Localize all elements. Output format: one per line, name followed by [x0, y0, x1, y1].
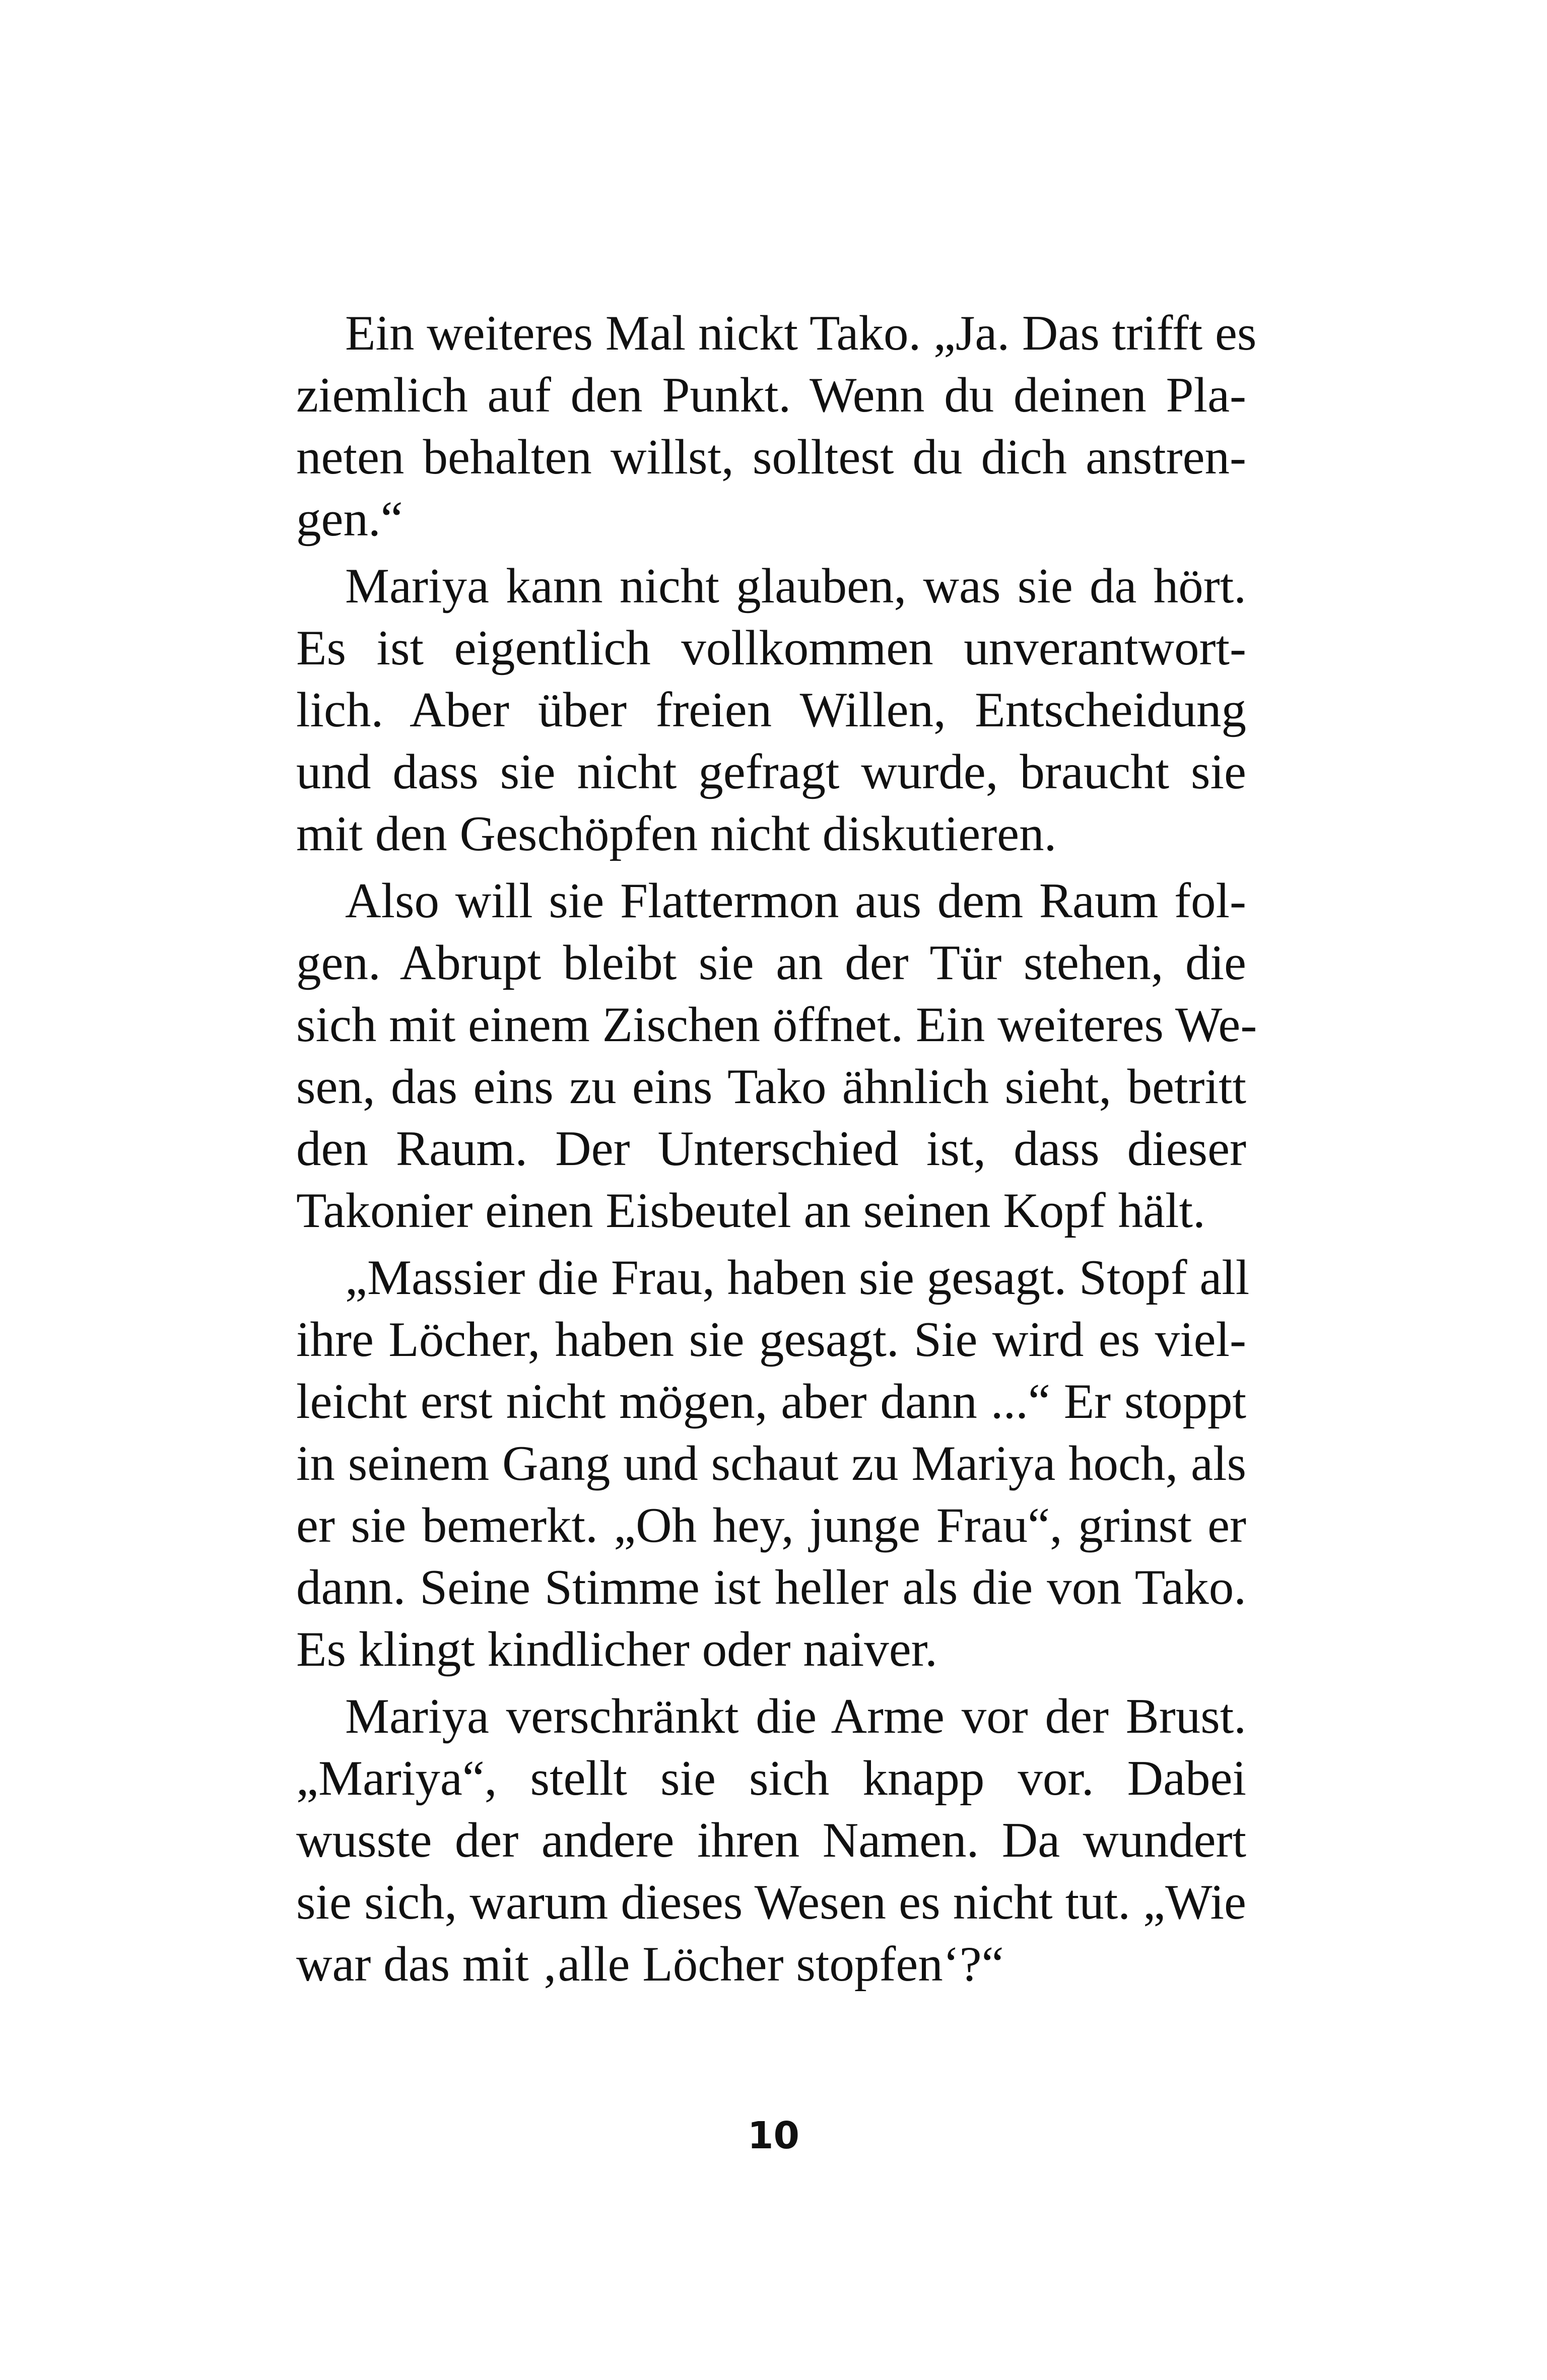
paragraph-3	[296, 870, 1257, 1242]
body-text	[296, 302, 1257, 2000]
text-line: gen.“	[296, 492, 403, 547]
text-line: sich mit einem Zischen öffnet. Ein weiteres We-	[296, 997, 1257, 1052]
text-line: er sie bemerkt. „Oh hey, junge Frau“, grinst er	[296, 1498, 1246, 1553]
paragraph-1	[296, 302, 1257, 550]
text-line: sie sich, warum dieses Wesen es nicht tut. „Wie	[296, 1875, 1246, 1930]
text-line: „Mariya“, stellt sie sich knapp vor. Dabei	[296, 1751, 1246, 1806]
page-number: 10	[748, 2114, 799, 2157]
paragraph-2	[296, 555, 1246, 865]
text-line: lich. Aber über freien Willen, Entscheidung	[296, 683, 1246, 737]
text-line: Takonier einen Eisbeutel an seinen Kopf hält.	[296, 1183, 1205, 1238]
text-line: war das mit ‚alle Löcher stopfen‘?“	[296, 1937, 1004, 1992]
text-line: neten behalten willst, solltest du dich anstren-	[296, 430, 1246, 485]
text-line: dann. Seine Stimme ist heller als die von Tako.	[296, 1560, 1246, 1615]
text-line: ziemlich auf den Punkt. Wenn du deinen Pla-	[296, 368, 1246, 423]
text-line: „Massier die Frau, haben sie gesagt. Stopf all	[345, 1250, 1250, 1305]
paragraph-4	[296, 1247, 1250, 1680]
text-line: wusste der andere ihren Namen. Da wundert	[296, 1813, 1246, 1868]
text-line: Mariya verschränkt die Arme vor der Brust.	[345, 1689, 1246, 1744]
text-line: in seinem Gang und schaut zu Mariya hoch, als	[296, 1436, 1246, 1491]
text-line: den Raum. Der Unterschied ist, dass dieser	[296, 1121, 1246, 1176]
text-line: leicht erst nicht mögen, aber dann ...“ Er stoppt	[296, 1374, 1246, 1429]
text-line: ihre Löcher, haben sie gesagt. Sie wird es viel-	[296, 1312, 1246, 1367]
text-line: mit den Geschöpfen nicht diskutieren.	[296, 806, 1057, 861]
text-line: Es klingt kindlicher oder naiver.	[296, 1622, 937, 1677]
text-line: Mariya kann nicht glauben, was sie da hört.	[345, 559, 1246, 614]
text-line: gen. Abrupt bleibt sie an der Tür stehen, die	[296, 935, 1246, 990]
text-line: Ein weiteres Mal nickt Tako. „Ja. Das trifft es	[345, 306, 1257, 361]
text-line: und dass sie nicht gefragt wurde, braucht sie	[296, 744, 1246, 799]
text-line: Es ist eigentlich vollkommen unverantwort-	[296, 621, 1246, 675]
paragraph-5	[296, 1685, 1246, 1995]
text-line: sen, das eins zu eins Tako ähnlich sieht, betritt	[296, 1059, 1246, 1114]
text-line: Also will sie Flattermon aus dem Raum fol-	[345, 873, 1246, 928]
